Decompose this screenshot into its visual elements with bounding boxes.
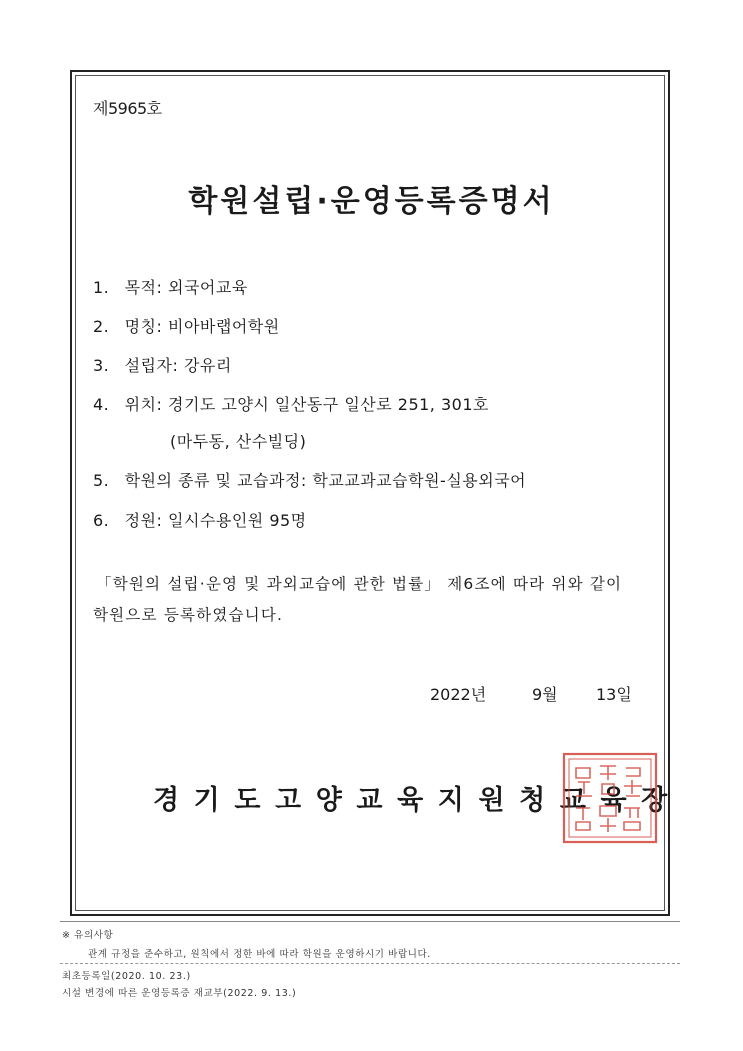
notes-reissue: 시설 변경에 따른 운영등록증 재교부(2022. 9. 13.) bbox=[62, 988, 297, 999]
item-purpose bbox=[93, 275, 248, 298]
item-value: 강유리 bbox=[183, 356, 232, 375]
notes-divider bbox=[60, 963, 680, 964]
issuer-name: 경기도고양교육지원청교육장 bbox=[153, 785, 682, 816]
item-founder bbox=[93, 353, 232, 376]
item-academy-type bbox=[93, 468, 526, 491]
item-label: 설립자: bbox=[124, 356, 179, 375]
date-year: 2022년 bbox=[430, 685, 487, 704]
notes-heading: ※ 유의사항 bbox=[62, 930, 114, 941]
item-label: 정원: bbox=[124, 511, 163, 530]
item-number: 5. bbox=[93, 471, 110, 490]
item-number: 3. bbox=[93, 356, 110, 375]
notes-first-registration: 최초등록일(2020. 10. 23.) bbox=[62, 971, 191, 982]
item-capacity bbox=[93, 508, 307, 531]
item-name bbox=[93, 314, 280, 337]
item-number: 2. bbox=[93, 317, 110, 336]
official-seal-stamp bbox=[560, 750, 660, 846]
date-day: 13일 bbox=[596, 685, 632, 704]
statement-line-1: 「학원의 설립·운영 및 과외교습에 관한 법률」 제6조에 따라 위와 같이 bbox=[96, 575, 623, 593]
item-label: 목적: bbox=[124, 278, 163, 297]
item-number: 6. bbox=[93, 511, 110, 530]
certificate-serial-number: 제5965호 bbox=[93, 99, 162, 118]
item-label: 학원의 종류 및 교습과정: bbox=[124, 471, 307, 490]
item-value: 경기도 고양시 일산동구 일산로 251, 301호 bbox=[168, 395, 489, 414]
item-location-detail: (마두동, 산수빌딩) bbox=[170, 432, 307, 451]
item-value: 학교교과교습학원-실용외국어 bbox=[312, 471, 527, 490]
statement-line-2: 학원으로 등록하였습니다. bbox=[93, 606, 284, 624]
item-label: 위치: bbox=[124, 395, 163, 414]
notes-caution: 관계 규정을 준수하고, 원칙에서 정한 바에 따라 학원을 운영하시기 바랍니다. bbox=[88, 949, 431, 960]
certificate-title: 학원설립·운영등록증명서 bbox=[188, 184, 555, 219]
item-value: 외국어교육 bbox=[168, 278, 248, 297]
item-number: 1. bbox=[93, 278, 110, 297]
date-month: 9월 bbox=[532, 685, 558, 704]
item-label: 명칭: bbox=[124, 317, 163, 336]
item-value: 비아바랩어학원 bbox=[168, 317, 280, 336]
item-value: 일시수용인원 95명 bbox=[168, 511, 307, 530]
item-number: 4. bbox=[93, 395, 110, 414]
notes-top-rule bbox=[60, 921, 680, 922]
item-location bbox=[93, 392, 489, 415]
